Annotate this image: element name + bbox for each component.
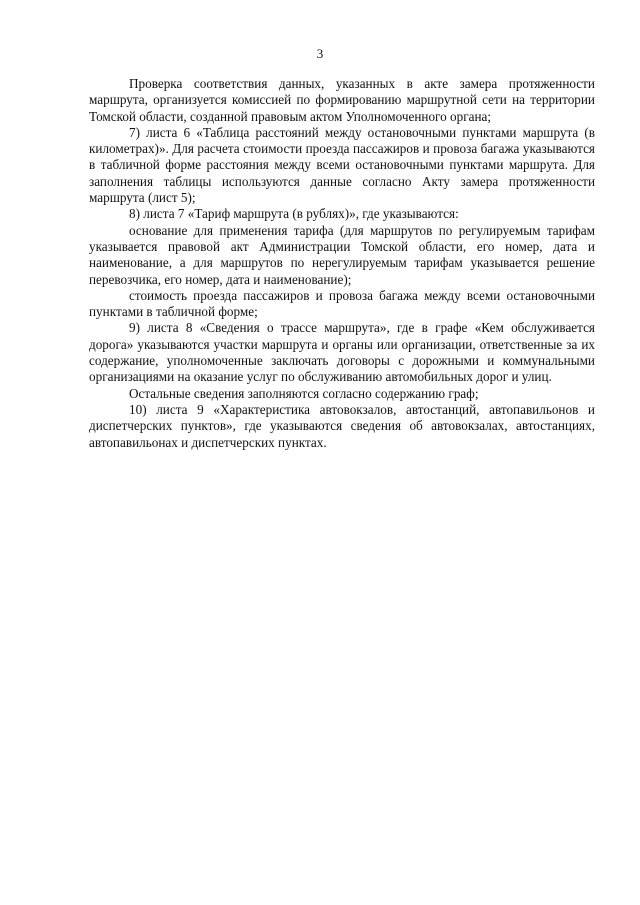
paragraph-tariff-basis: основание для применения тарифа (для маршрутов по регулируемым тарифам указывается правовой акт Администрации Томской области, его номер, дата и наименование, а для маршрутов по нерегулируемым тарифам указывается решение перевозчика, его номер, дата и наименование); bbox=[89, 222, 595, 287]
paragraph-commission-check: Проверка соответствия данных, указанных в акте замера протяженности маршрута, организуется комиссией по формированию маршрутной сети на территории Томской области, созданной правовым актом Уполномоченного органа; bbox=[89, 76, 595, 124]
document-body bbox=[89, 76, 595, 451]
paragraph-item-8: 8) листа 7 «Тариф маршрута (в рублях)», где указываются: bbox=[129, 206, 459, 222]
paragraph-other-info: Остальные сведения заполняются согласно содержанию граф; bbox=[129, 385, 479, 401]
page-number: 3 bbox=[316, 46, 324, 61]
paragraph-item-7: 7) листа 6 «Таблица расстояний между остановочными пунктами маршрута (в километрах)». Для расчета стоимости проезда пассажиров и провоза багажа указываются в табличной форме расстояния между всеми остановочными пунктами маршрута. Для заполнения таблицы используются данные согласно Акту замера протяженности маршрута (лист 5); bbox=[89, 124, 595, 206]
paragraph-item-10: 10) листа 9 «Характеристика автовокзалов, автостанций, автопавильонов и диспетчерских пунктов», где указываются сведения об автовокзалах, автостанциях, автопавильонах и диспетчерских пунктах. bbox=[89, 401, 595, 450]
paragraph-item-9: 9) листа 8 «Сведения о трассе маршрута», где в графе «Кем обслуживается дорога» указываются участки маршрута и органы или организации, ответственные за их содержание, уполномоченные заключать договоры с дорожными и коммунальными организациями на оказание услуг по обслуживанию автомобильных дорог и улиц. bbox=[89, 320, 595, 385]
paragraph-tariff-cost: стоимость проезда пассажиров и провоза багажа между всеми остановочными пунктами в табличной форме; bbox=[89, 287, 595, 320]
